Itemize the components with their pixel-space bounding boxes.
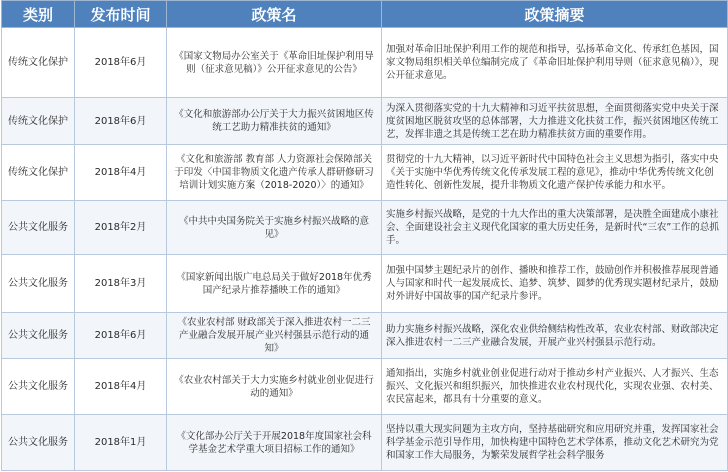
table-row: [2, 201, 728, 255]
policy-name-cell: 《农业农村部 财政部关于深入推进农村一二三产业融合发展开展产业兴村强县示范行动的通知》: [167, 313, 382, 359]
category-cell: 公共文化服务: [2, 255, 75, 313]
date-cell: 2018年6月: [75, 28, 167, 98]
policy-name-cell: 《文化和旅游部 教育部 人力资源社会保障部关于印发〈中国非物质文化遗产传承人群研修研习培训计划实施方案（2018-2020）〉的通知》: [167, 145, 382, 201]
category-cell: 传统文化保护: [2, 28, 75, 98]
policy-name-cell: 《中共中央国务院关于实施乡村振兴战略的意见》: [167, 201, 382, 255]
table-row: [2, 98, 728, 145]
header-policy-name: 政策名: [167, 1, 382, 28]
policy-name-cell: 《文化和旅游部办公厅关于大力振兴贫困地区传统工艺助力精准扶贫的通知》: [167, 98, 382, 145]
policy-summary-cell: 通知指出，实施乡村就业创业促进行动对于推动乡村产业振兴、人才振兴、生态振兴、文化振兴和组织振兴，加快推进农业农村现代化，实现农业强、农村美、农民富起来，都具有十分重要的意义。: [382, 359, 728, 415]
policy-name-cell: 《文化部办公厅关于开展2018年度国家社会科学基金艺术学重大项目招标工作的通知》: [167, 415, 382, 471]
date-cell: 2018年6月: [75, 313, 167, 359]
table-row: [2, 313, 728, 359]
table-row: [2, 359, 728, 415]
policy-summary-cell: 坚持以重大现实问题为主攻方向，坚持基础研究和应用研究并重，发挥国家社会科学基金示范引导作用，加快构建中国特色艺术学体系，推动文化艺术研究为党和国家工作大局服务，为繁荣发展哲学社会科学服务: [382, 415, 728, 471]
policy-table: [1, 0, 728, 471]
date-cell: 2018年3月: [75, 255, 167, 313]
header-policy-summary: 政策摘要: [382, 1, 728, 28]
category-cell: 公共文化服务: [2, 415, 75, 471]
date-cell: 2018年4月: [75, 359, 167, 415]
date-cell: 2018年2月: [75, 201, 167, 255]
policy-name-cell: 《国家新闻出版广电总局关于做好2018年优秀国产纪录片推荐播映工作的通知》: [167, 255, 382, 313]
policy-summary-cell: 贯彻党的十九大精神，以习近平新时代中国特色社会主义思想为指引，落实中央《关于实施中华优秀传统文化传承发展工程的意见》，推动中华优秀传统文化创造性转化、创新性发展，提升非物质文化遗产保护传承能力和水平。: [382, 145, 728, 201]
category-cell: 公共文化服务: [2, 313, 75, 359]
table-row: [2, 415, 728, 471]
category-cell: 公共文化服务: [2, 201, 75, 255]
policy-summary-cell: 助力实施乡村振兴战略，深化农业供给侧结构性改革，农业农村部、财政部决定深入推进农村一二三产业融合发展，开展产业兴村强县示范行动。: [382, 313, 728, 359]
policy-summary-cell: 为深入贯彻落实党的十九大精神和习近平扶贫思想，全面贯彻落实党中央关于深度贫困地区脱贫攻坚的总体部署，大力推进文化扶贫工作，振兴贫困地区传统工艺，发挥非遗之其是传统工艺在助力精准扶贫方面的重要作用。: [382, 98, 728, 145]
header-category: 类别: [2, 1, 75, 28]
policy-summary-cell: 加强对革命旧址保护利用工作的规范和指导，弘扬革命文化、传承红色基因，国家文物局组织相关单位编制完成了《革命旧址保护利用导则（征求意见稿）》，现公开征求意见。: [382, 28, 728, 98]
table-row: [2, 28, 728, 98]
policy-summary-cell: 加强中国梦主题纪录片的创作、播映和推荐工作，鼓励创作并积极推荐展现普通人与国家和时代一起发展成长、追梦、筑梦、圆梦的优秀现实题材纪录片，鼓励对外讲好中国故事的国产纪录片参评。: [382, 255, 728, 313]
category-cell: 公共文化服务: [2, 359, 75, 415]
policy-summary-cell: 实施乡村振兴战略，是党的十九大作出的重大决策部署，是决胜全面建成小康社会、全面建设社会主义现代化国家的重大历史任务，是新时代“三农”工作的总抓手。: [382, 201, 728, 255]
table-row: [2, 145, 728, 201]
category-cell: 传统文化保护: [2, 98, 75, 145]
header-date: 发布时间: [75, 1, 167, 28]
table-row: [2, 255, 728, 313]
policy-name-cell: 《国家文物局办公室关于《革命旧址保护利用导则（征求意见稿）》公开征求意见的公告》: [167, 28, 382, 98]
date-cell: 2018年1月: [75, 415, 167, 471]
category-cell: 传统文化保护: [2, 145, 75, 201]
date-cell: 2018年4月: [75, 145, 167, 201]
table-header-row: [2, 1, 728, 28]
policy-name-cell: 《农业农村部关于大力实施乡村就业创业促进行动的通知》: [167, 359, 382, 415]
date-cell: 2018年6月: [75, 98, 167, 145]
